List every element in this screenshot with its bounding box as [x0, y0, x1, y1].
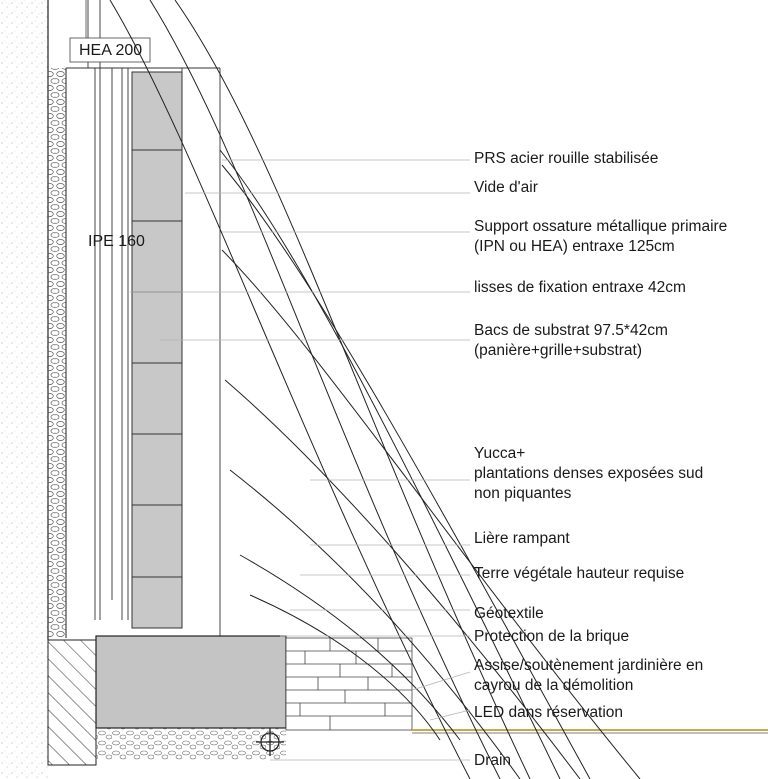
- annotation-terre: Terre végétale hauteur requise: [474, 565, 685, 582]
- annotation-drain: Drain: [474, 752, 512, 769]
- annotation-assise-line1: Assise/soutènement jardinière en: [474, 657, 704, 674]
- annotation-protection: Protection de la brique: [474, 628, 630, 645]
- annotation-led: LED dans réservation: [474, 704, 624, 721]
- insulation-layer: [48, 68, 66, 638]
- ipe-profile-label: IPE 160: [88, 233, 145, 250]
- annotation-prs: PRS acier rouille stabilisée: [474, 150, 659, 167]
- annotation-assise-line2: cayrou de la démolition: [474, 677, 634, 694]
- concrete-footing: [96, 636, 286, 728]
- annotation-bacs-line1: Bacs de substrat 97.5*42cm: [474, 322, 668, 339]
- annotation-air-gap: Vide d'air: [474, 179, 538, 196]
- annotation-bacs-line2: (panière+grille+substrat): [474, 342, 643, 359]
- gravel-bed: [96, 728, 286, 760]
- annotation-yucca-line2: plantations denses exposées sud: [474, 465, 704, 482]
- annotation-support-line1: Support ossature métallique primaire: [474, 218, 728, 235]
- annotation-geotextile: Géotextile: [474, 605, 544, 622]
- brick-planter: [286, 638, 412, 730]
- annotation-support-line2: (IPN ou HEA) entraxe 125cm: [474, 238, 675, 255]
- substrate-panels: [132, 72, 182, 628]
- annotation-yucca-line1: Yucca+: [474, 445, 526, 462]
- hea-profile-label: HEA 200: [79, 42, 143, 59]
- annotation-yucca-line3: non piquantes: [474, 485, 572, 502]
- annotation-lisses: lisses de fixation entraxe 42cm: [474, 279, 686, 296]
- annotation-liere: Lière rampant: [474, 530, 570, 547]
- hatched-foundation: [48, 640, 96, 765]
- existing-wall: [0, 0, 48, 779]
